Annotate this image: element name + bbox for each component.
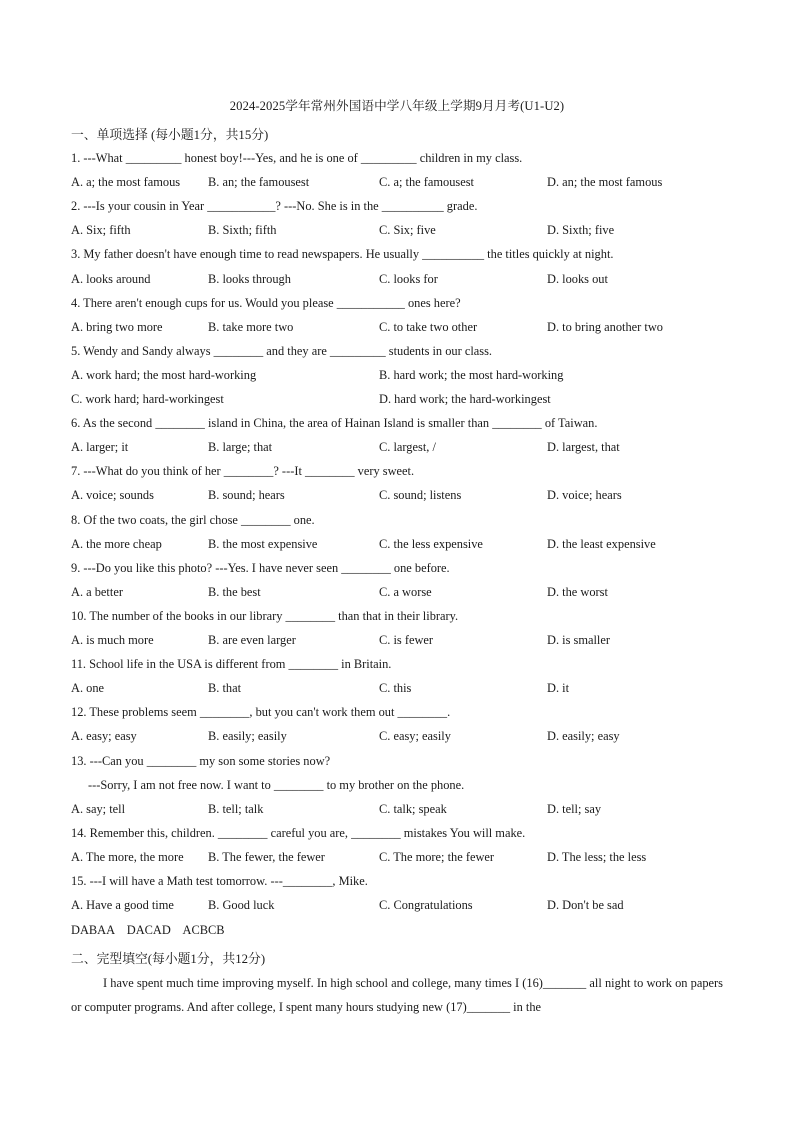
question-stem: 2. ---Is your cousin in Year ___________? ---No. She is in the __________ grade.: [71, 199, 478, 214]
option-row: [71, 272, 731, 288]
answer-option: C. the less expensive: [379, 536, 483, 551]
question-stem: 10. The number of the books in our library ________ than that in their library.: [71, 608, 459, 623]
answer-option: A. bring two more: [71, 319, 163, 334]
answer-option: A. say; tell: [71, 801, 126, 816]
answer-option: B. are even larger: [208, 633, 296, 647]
answer-option: D. is smaller: [547, 633, 610, 647]
answer-option: B. take more two: [208, 319, 294, 334]
answer-option: A. The more, the more: [71, 849, 184, 864]
answer-option: B. looks through: [208, 271, 291, 286]
answer-option: A. a better: [71, 584, 123, 599]
option-row: [71, 681, 731, 697]
option-row: [71, 633, 731, 649]
answer-option: B. the most expensive: [208, 536, 318, 551]
question-stem: 3. My father doesn't have enough time to read newspapers. He usually __________ the titles quickly at night.: [71, 247, 614, 262]
option-row: [71, 223, 731, 239]
answer-option: C. easy; easily: [379, 729, 451, 744]
answer-option: C. looks for: [379, 271, 438, 286]
section-heading-cloze: 二、完型填空(每小题1分，共12分): [71, 952, 266, 966]
answer-option: A. work hard; the most hard-working: [71, 367, 257, 382]
answer-option: D. it: [547, 681, 570, 696]
exam-title: 2024-2025学年常州外国语中学八年级上学期9月月考(U1-U2): [229, 99, 565, 113]
answer-option: D. The less; the less: [547, 849, 647, 864]
answer-option: D. Sixth; five: [547, 223, 615, 238]
option-row: [71, 320, 731, 336]
answer-option: C. a; the famousest: [379, 175, 474, 190]
option-row: [71, 898, 731, 914]
question-stem: 12. These problems seem ________, but you can't work them out ________.: [71, 705, 451, 720]
option-row: [71, 537, 731, 553]
cloze-passage: I have spent much time improving myself. In high school and college, many times I (16)_______ all night to work on papers or computer programs. And after college, I spent many hours studying new (17)_______ in the: [71, 976, 723, 1014]
question-stem: 8. Of the two coats, the girl chose ________ one.: [71, 512, 315, 527]
answer-option: C. Congratulations: [379, 898, 473, 913]
answer-option: A. looks around: [71, 271, 151, 286]
answer-option: C. talk; speak: [379, 801, 447, 816]
option-row: [71, 440, 731, 456]
answer-option: D. the least expensive: [547, 536, 656, 551]
answer-option: B. Sixth; fifth: [208, 223, 277, 238]
option-row: [71, 729, 731, 745]
answer-option: B. Good luck: [208, 898, 275, 913]
answer-option: C. is fewer: [379, 633, 434, 647]
question-stem: 14. Remember this, children. ________ careful you are, ________ mistakes You will make.: [71, 825, 526, 840]
answer-option: D. tell; say: [547, 801, 602, 816]
answer-option: C. sound; listens: [379, 488, 462, 503]
option-row: [71, 850, 731, 866]
answer-option: A. one: [71, 681, 105, 696]
answer-option: D. largest, that: [547, 440, 620, 455]
question-stem: 5. Wendy and Sandy always ________ and they are _________ students in our class.: [71, 343, 493, 358]
option-row: [71, 175, 731, 191]
answer-option: B. the best: [208, 584, 261, 599]
answer-option: B. that: [208, 681, 242, 696]
option-row: [71, 392, 731, 408]
answer-option: D. to bring another two: [547, 319, 663, 334]
answer-option: A. easy; easy: [71, 729, 137, 744]
option-row: [71, 802, 731, 818]
option-row: [71, 488, 731, 504]
question-stem: 6. As the second ________ island in China, the area of Hainan Island is smaller than ________ of Taiwan.: [71, 416, 598, 431]
answer-option: B. an; the famousest: [208, 175, 310, 190]
answer-option: C. largest, /: [379, 440, 436, 455]
answer-option: B. easily; easily: [208, 729, 287, 744]
question-stem: 4. There aren't enough cups for us. Would you please ___________ ones here?: [71, 295, 461, 310]
answer-option: B. tell; talk: [208, 801, 264, 816]
answer-option: A. Have a good time: [71, 898, 174, 913]
answer-option: D. voice; hears: [547, 488, 622, 503]
answer-option: C. this: [379, 681, 412, 696]
answer-option: A. is much more: [71, 633, 154, 647]
answer-option: C. Six; five: [379, 223, 436, 238]
question-stem: 11. School life in the USA is different from ________ in Britain.: [71, 657, 392, 672]
question-stem: 7. ---What do you think of her ________? ---It ________ very sweet.: [71, 464, 415, 479]
answer-option: A. larger; it: [71, 440, 129, 455]
answer-option: C. work hard; hard-workingest: [71, 392, 224, 406]
section-heading-single-choice: 一、单项选择 (每小题1分，共15分): [71, 128, 269, 142]
answer-option: C. The more; the fewer: [379, 849, 495, 864]
answer-option: D. looks out: [547, 271, 608, 286]
answer-option: B. large; that: [208, 440, 273, 455]
answer-option: D. the worst: [547, 584, 608, 599]
answer-option: D. an; the most famous: [547, 175, 663, 190]
option-row: [71, 368, 731, 384]
answer-key: DABAA DACAD ACBCB: [71, 923, 225, 937]
answer-option: A. a; the most famous: [71, 175, 181, 190]
answer-option: B. sound; hears: [208, 488, 285, 503]
question-stem-continued: ---Sorry, I am not free now. I want to ________ to my brother on the phone.: [88, 777, 465, 792]
answer-option: A. voice; sounds: [71, 488, 154, 503]
question-stem: 13. ---Can you ________ my son some stories now?: [71, 753, 331, 768]
question-stem: 15. ---I will have a Math test tomorrow. ---________, Mike.: [71, 874, 368, 888]
question-stem: 1. ---What _________ honest boy!---Yes, and he is one of _________ children in my class.: [71, 151, 523, 165]
question-stem: 9. ---Do you like this photo? ---Yes. I have never seen ________ one before.: [71, 560, 450, 575]
answer-option: B. hard work; the most hard-working: [379, 367, 564, 382]
answer-option: C. to take two other: [379, 319, 478, 334]
option-row: [71, 585, 731, 601]
answer-option: D. Don't be sad: [547, 898, 624, 913]
answer-option: D. easily; easy: [547, 729, 620, 744]
answer-option: B. The fewer, the fewer: [208, 849, 325, 864]
answer-option: A. Six; fifth: [71, 223, 131, 238]
answer-option: A. the more cheap: [71, 536, 162, 551]
answer-option: D. hard work; the hard-workingest: [379, 392, 551, 406]
answer-option: C. a worse: [379, 584, 432, 599]
